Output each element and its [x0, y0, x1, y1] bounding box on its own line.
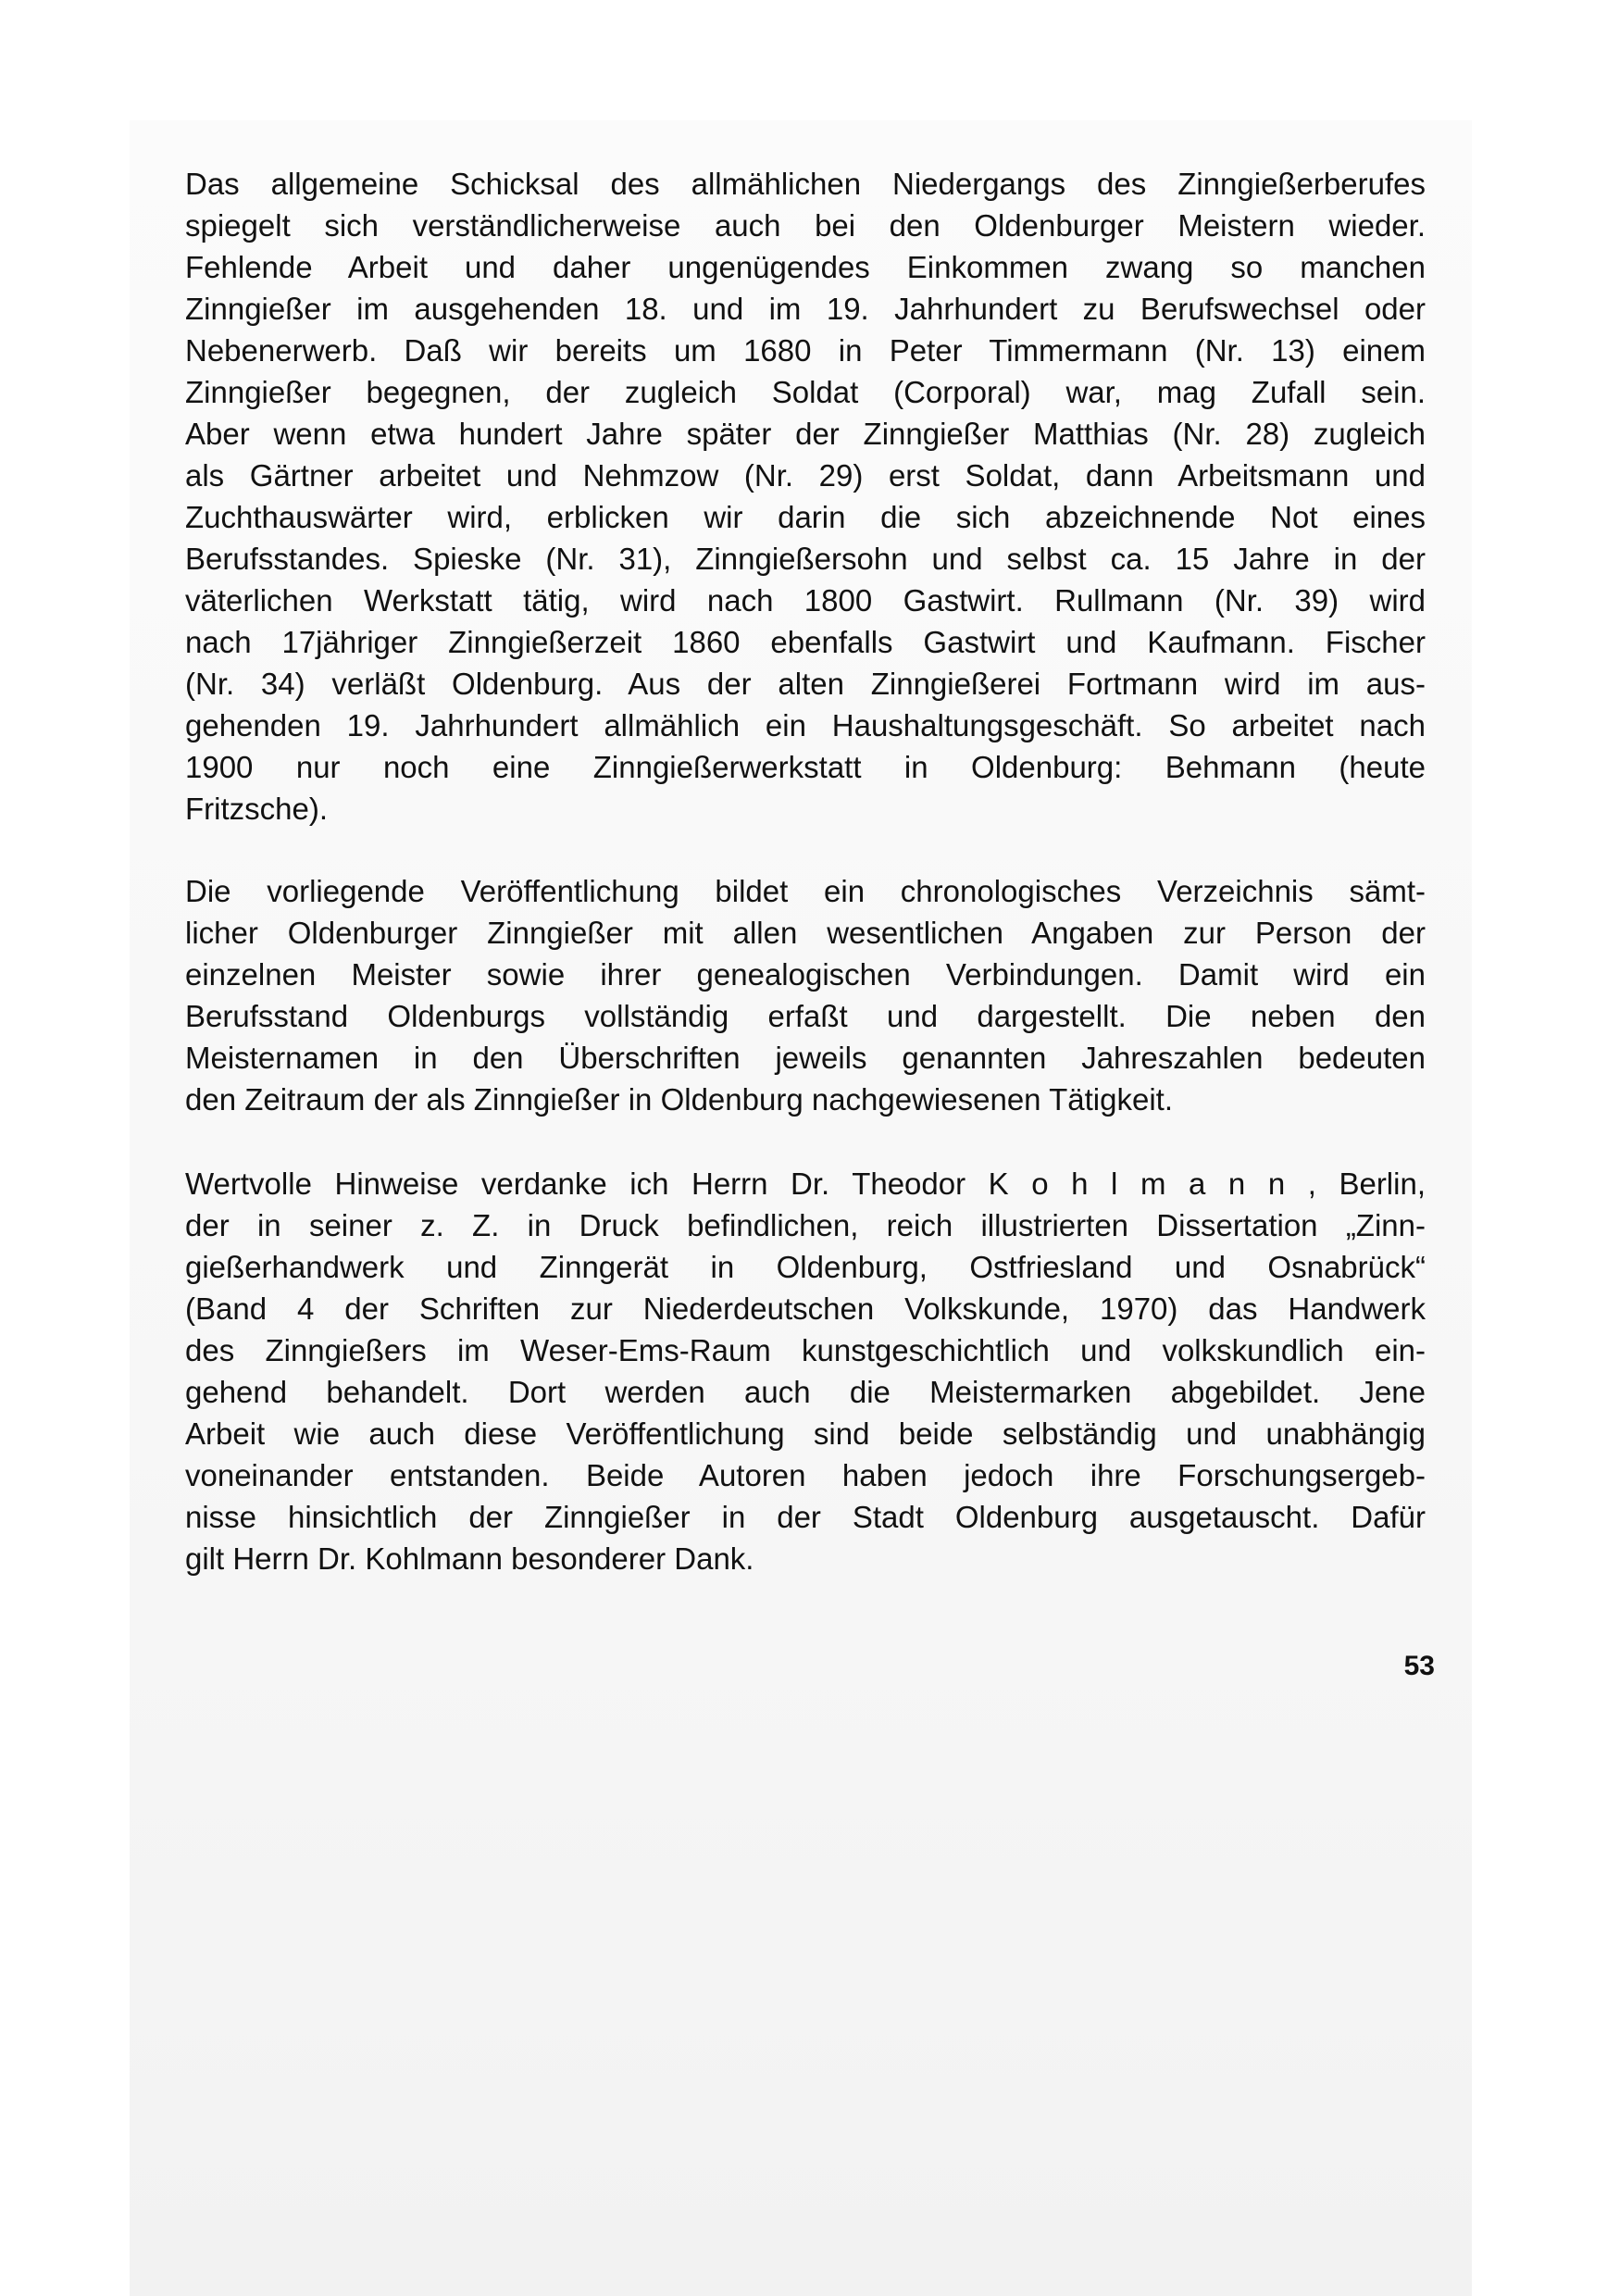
text-line: Berufsstand Oldenburgs vollständig erfaßt und dargestellt. Die neben den — [185, 999, 1426, 1033]
text-line: (Nr. 34) verläßt Oldenburg. Aus der alten Zinngießerei Fortmann wird im aus- — [185, 667, 1426, 701]
text-line: Fehlende Arbeit und daher ungenügendes Einkommen zwang so manchen — [185, 250, 1426, 284]
text-line: väterlichen Werkstatt tätig, wird nach 1800 Gastwirt. Rullmann (Nr. 39) wird — [185, 583, 1426, 618]
text-line: Die vorliegende Veröffentlichung bildet ein chronologisches Verzeichnis sämt- — [185, 874, 1426, 908]
text-line: Berufsstandes. Spieske (Nr. 31), Zinngießersohn und selbst ca. 15 Jahre in der — [185, 542, 1426, 576]
text-line: gilt Herrn Dr. Kohlmann besonderer Dank. — [185, 1541, 754, 1576]
page-number: 53 — [1403, 1651, 1435, 1681]
text-line: den Zeitraum der als Zinngießer in Oldenburg nachgewiesenen Tätigkeit. — [185, 1082, 1173, 1117]
text-line: Meisternamen in den Überschriften jeweils genannten Jahreszahlen bedeuten — [185, 1041, 1426, 1075]
text-line: Wertvolle Hinweise verdanke ich Herrn Dr. Theodor K o h l m a n n , Berlin, — [185, 1167, 1426, 1201]
text-line: Zinngießer begegnen, der zugleich Soldat (Corporal) war, mag Zufall sein. — [185, 375, 1426, 409]
text-line: als Gärtner arbeitet und Nehmzow (Nr. 29) erst Soldat, dann Arbeitsmann und — [185, 458, 1426, 493]
text-line: spiegelt sich verständlicherweise auch bei den Oldenburger Meistern wieder. — [185, 208, 1426, 243]
text-line: nisse hinsichtlich der Zinngießer in der Stadt Oldenburg ausgetauscht. Dafür — [185, 1500, 1426, 1534]
text-line: gießerhandwerk und Zinngerät in Oldenburg, Ostfriesland und Osnabrück“ — [185, 1250, 1426, 1284]
text-line: 1900 nur noch eine Zinngießerwerkstatt in Oldenburg: Behmann (heute — [185, 750, 1426, 784]
text-line: Fritzsche). — [185, 792, 329, 826]
text-line: Arbeit wie auch diese Veröffentlichung sind beide selbständig und unabhängig — [185, 1416, 1426, 1451]
text-line: Aber wenn etwa hundert Jahre später der Zinngießer Matthias (Nr. 28) zugleich — [185, 417, 1426, 451]
text-line: einzelnen Meister sowie ihrer genealogischen Verbindungen. Damit wird ein — [185, 957, 1426, 992]
text-line: nach 17jähriger Zinngießerzeit 1860 ebenfalls Gastwirt und Kaufmann. Fischer — [185, 625, 1426, 659]
text-line: licher Oldenburger Zinngießer mit allen wesentlichen Angaben zur Person der — [185, 916, 1426, 950]
text-line: des Zinngießers im Weser-Ems-Raum kunstgeschichtlich und volkskundlich ein- — [185, 1333, 1426, 1367]
text-line: Zinngießer im ausgehenden 18. und im 19. Jahrhundert zu Berufswechsel oder — [185, 292, 1426, 326]
text-line: gehenden 19. Jahrhundert allmählich ein Haushaltungsgeschäft. So arbeitet nach — [185, 708, 1426, 742]
text-line: (Band 4 der Schriften zur Niederdeutschen Volkskunde, 1970) das Handwerk — [185, 1292, 1426, 1326]
text-line: Zuchthauswärter wird, erblicken wir darin die sich abzeichnende Not eines — [185, 500, 1426, 534]
text-line: gehend behandelt. Dort werden auch die Meistermarken abgebildet. Jene — [185, 1375, 1426, 1409]
text-line: der in seiner z. Z. in Druck befindlichen, reich illustrierten Dissertation „Zinn- — [185, 1208, 1426, 1242]
text-line: Das allgemeine Schicksal des allmählichen Niedergangs des Zinngießerberufes — [185, 167, 1426, 201]
text-line: Nebenerwerb. Daß wir bereits um 1680 in Peter Timmermann (Nr. 13) einem — [185, 333, 1426, 368]
text-line: voneinander entstanden. Beide Autoren haben jedoch ihre Forschungsergeb- — [185, 1458, 1426, 1492]
